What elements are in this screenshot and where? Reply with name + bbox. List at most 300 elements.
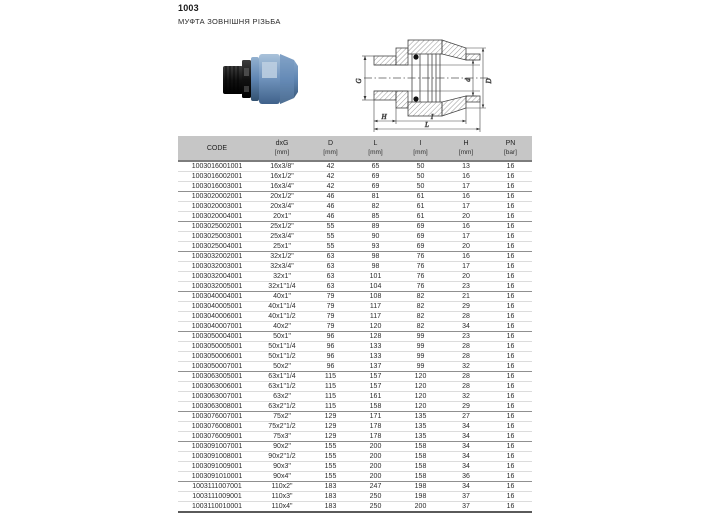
technical-diagram-graphic [352,28,498,136]
cell-value: 34 [443,452,489,462]
cell-code: 1003020003001 [178,202,256,212]
product-name: МУФТА ЗОВНІШНЯ РІЗЬБА [178,17,281,26]
cell-value: 32 [443,362,489,372]
table-row [178,422,532,432]
cell-value: 158 [398,452,443,462]
cell-value: 13 [462,163,470,170]
cell-value: 200 [353,452,398,462]
cell-value: 17 [443,232,489,242]
cell-value: 25x3/4" [256,232,308,242]
cell-value: 37 [443,492,489,502]
cell-value: 98 [353,262,398,272]
cell-value: 96 [308,332,353,342]
table-row [178,272,532,282]
dim-label-L: L [425,121,429,129]
cell-value: 16 [489,462,532,472]
cell-value: 25x1/2" [256,222,308,232]
cell-value: 32x1" [256,272,308,282]
table-row [178,452,532,462]
cell-value: 120 [398,382,443,392]
table-row [178,282,532,292]
cell-code: 1003040006001 [178,312,256,322]
cell-value: 69 [353,182,398,192]
cell-value: 16 [489,292,532,302]
cell-value: 99 [398,342,443,352]
header-cell-i: I [mm] [398,136,443,161]
cell-value: 20x1/2" [256,192,308,202]
cell-value: 82 [398,302,443,312]
cell-value: 16 [489,382,532,392]
table-row [178,492,532,502]
cell-value: 79 [308,292,353,302]
cell-value: 82 [398,312,443,322]
cell-value: 250 [353,502,398,513]
cell-value: 42 [308,182,353,192]
cell-value: 120 [398,372,443,382]
cell-value: 55 [308,232,353,242]
cell-value: 61 [398,212,443,222]
cell-code: 1003032003001 [178,262,256,272]
cell-value: 135 [398,412,443,422]
cell-value: 69 [398,232,443,242]
table-row [178,442,532,452]
table-row [178,262,532,272]
cell-value: 42 [326,163,335,170]
cell-code: 1003025003001 [178,232,256,242]
table-row [178,212,532,222]
header-cell-h: H [mm] [443,136,489,161]
cell-value: 29 [443,302,489,312]
cell-value: 82 [398,292,443,302]
table-row [178,352,532,362]
cell-value: 115 [308,372,353,382]
cell-value: 16 [489,252,532,262]
cell-value: 200 [353,472,398,482]
cell-value: 32x1/2" [256,252,308,262]
cell-value: 85 [353,212,398,222]
table-row [178,292,532,302]
cell-value: 128 [353,332,398,342]
cell-code: 1003016003001 [178,182,256,192]
cell-value: 16 [489,212,532,222]
table-row [178,172,532,182]
cell-value: 63 [308,252,353,262]
table-row [178,502,532,513]
cell-code: 1003063008001 [178,402,256,412]
cell-value: 27 [443,412,489,422]
cell-value: 63 [308,262,353,272]
cell-value: 90x3" [256,462,308,472]
cell-value: 16 [489,312,532,322]
table-row [178,222,532,232]
cell-value: 120 [398,392,443,402]
cell-value: 96 [308,342,353,352]
cell-value: 55 [308,242,353,252]
cell-code: 1003050004001 [178,332,256,342]
header-cell-code: CODE [178,136,256,161]
cell-value: 34 [443,482,489,492]
cell-value: 82 [353,202,398,212]
cell-value: 69 [398,222,443,232]
cell-code: 1003050007001 [178,362,256,372]
cell-value: 42 [308,172,353,182]
cell-value: 17 [443,182,489,192]
cell-value: 16 [489,502,532,513]
cell-value: 17 [443,202,489,212]
cell-code: 1003050006001 [178,352,256,362]
cell-value: 34 [443,442,489,452]
cell-value: 76 [398,272,443,282]
cell-value: 55 [308,222,353,232]
table-row [178,252,532,262]
cell-value: 20 [443,242,489,252]
product-photo-graphic [220,42,304,114]
cell-value: 16 [443,252,489,262]
cell-value: 20x1" [256,212,308,222]
cell-code: 1003111007001 [178,482,256,492]
cell-value: 137 [353,362,398,372]
header-cell-dxg: dxG [mm] [256,136,308,161]
cell-value: 250 [353,492,398,502]
header-cell-l: L [mm] [353,136,398,161]
cell-value: 158 [398,442,443,452]
cell-value: 16 [489,222,532,232]
table-body [178,161,532,512]
cell-value: 21 [443,292,489,302]
cell-value: 115 [308,382,353,392]
cell-code: 1003025004001 [178,242,256,252]
technical-diagram [352,28,498,136]
cell-value: 90x4" [256,472,308,482]
cell-value: 183 [308,492,353,502]
cell-value: 16 [443,192,489,202]
cell-value: 16 [489,272,532,282]
cell-value: 20x3/4" [256,202,308,212]
cell-value: 50 [416,163,425,170]
cell-value: 108 [353,292,398,302]
table-row [178,382,532,392]
cell-value: 16 [489,432,532,442]
cell-value: 16 [489,242,532,252]
cell-value: 75x2"1/2 [256,422,308,432]
cell-value: 98 [353,252,398,262]
table-row [178,161,532,172]
table-row [178,302,532,312]
cell-value: 115 [308,392,353,402]
cell-value: 157 [353,372,398,382]
cell-value: 23 [443,332,489,342]
cell-value: 161 [353,392,398,402]
cell-value: 32x1"1/4 [256,282,308,292]
cell-value: 117 [353,312,398,322]
cell-value: 16 [489,442,532,452]
cell-value: 63 [308,282,353,292]
cell-value: 32x3/4" [256,262,308,272]
cell-value: 16 [489,172,532,182]
cell-code: 1003016002001 [178,172,256,182]
cell-value: 90x2" [256,442,308,452]
cell-value: 34 [443,432,489,442]
cell-code: 1003091007001 [178,442,256,452]
cell-value: 28 [443,342,489,352]
cell-value: 16 [489,472,532,482]
cell-value: 129 [308,422,353,432]
cell-value: 16x3/8" [270,163,294,170]
cell-value: 99 [398,362,443,372]
cell-value: 135 [398,422,443,432]
cell-value: 16 [489,182,532,192]
body [259,54,280,104]
dim-label-I: I [430,113,434,121]
cell-value: 40x2" [256,322,308,332]
body-ring [251,57,259,101]
table-header-row [178,136,532,161]
cell-value: 28 [443,372,489,382]
cell-value: 61 [398,202,443,212]
cell-value: 90x2"1/2 [256,452,308,462]
cell-code: 1003020002001 [178,192,256,202]
cell-value: 16 [489,202,532,212]
cell-value: 76 [398,252,443,262]
cell-code: 1003076008001 [178,422,256,432]
cell-value: 16 [489,302,532,312]
cell-value: 133 [353,342,398,352]
cell-value: 16x3/4" [256,182,308,192]
cell-value: 129 [308,412,353,422]
cell-value: 115 [308,402,353,412]
cell-value: 16 [506,163,515,170]
cell-value: 28 [443,352,489,362]
cell-value: 93 [353,242,398,252]
cell-value: 16 [489,362,532,372]
cell-value: 155 [308,472,353,482]
cell-value: 34 [443,322,489,332]
cell-value: 200 [353,462,398,472]
cell-value: 110x3" [256,492,308,502]
cell-value: 101 [353,272,398,282]
cell-value: 158 [398,472,443,482]
cell-value: 135 [398,432,443,442]
cell-value: 157 [353,382,398,392]
cell-value: 28 [443,382,489,392]
table-row [178,332,532,342]
page-title: 1003 [178,3,199,13]
cell-value: 50x2" [256,362,308,372]
table-row [178,472,532,482]
cell-value: 16 [443,172,489,182]
table-row [178,482,532,492]
cell-value: 28 [443,312,489,322]
dim-label-G: G [355,78,363,84]
cell-value: 16 [489,492,532,502]
cell-value: 17 [443,262,489,272]
cell-value: 20 [443,272,489,282]
cell-value: 63 [308,272,353,282]
cell-value: 63x2" [256,392,308,402]
cell-value: 16 [489,262,532,272]
header-cell-pn: PN [bar] [489,136,532,161]
cell-code: 1003091009001 [178,462,256,472]
cell-value: 247 [353,482,398,492]
cell-value: 16 [489,352,532,362]
cell-code: 1003032004001 [178,272,256,282]
cell-code: 1003032002001 [178,252,256,262]
cell-value: 99 [398,332,443,342]
cell-value: 65 [371,163,380,170]
cell-value: 37 [443,502,489,513]
dim-label-H: H [381,113,387,121]
cell-code: 1003050005001 [178,342,256,352]
cell-value: 16 [489,232,532,242]
cell-value: 16 [489,482,532,492]
cell-code: 1003032005001 [178,282,256,292]
cell-value: 50x1"1/2 [256,352,308,362]
cell-code: 1003091010001 [178,472,256,482]
cell-value: 104 [353,282,398,292]
table-row [178,192,532,202]
cell-value: 40x1"1/4 [256,302,308,312]
cell-value: 79 [308,302,353,312]
cell-code: 1003063007001 [178,392,256,402]
product-photo [220,42,304,114]
table-row [178,372,532,382]
cell-value: 117 [353,302,398,312]
table-row [178,202,532,212]
cell-value: 96 [308,362,353,372]
cell-value: 79 [308,312,353,322]
cell-value: 16 [489,452,532,462]
cell-value: 69 [398,242,443,252]
cell-code: 1003040005001 [178,302,256,312]
cell-value: 16 [443,222,489,232]
cell-value: 110x4" [256,502,308,513]
cell-code: 1003110010001 [178,502,256,513]
cell-value: 120 [353,322,398,332]
cell-value: 200 [398,502,443,513]
cell-value: 120 [398,402,443,412]
cell-value: 34 [443,422,489,432]
table-row [178,322,532,332]
cell-value: 69 [353,172,398,182]
cell-value: 171 [353,412,398,422]
cell-code: 1003063005001 [178,372,256,382]
cell-code: 1003063006001 [178,382,256,392]
cell-value: 50x1"1/4 [256,342,308,352]
cell-value: 16 [489,332,532,342]
cell-value: 16 [489,192,532,202]
cell-value: 133 [353,352,398,362]
collar [242,60,251,98]
cell-value: 16 [489,282,532,292]
cell-value: 46 [308,192,353,202]
table-row [178,392,532,402]
cell-value: 158 [353,402,398,412]
cell-value: 50x1" [256,332,308,342]
cell-value: 46 [308,212,353,222]
cell-value: 46 [308,202,353,212]
cell-value: 32 [443,392,489,402]
cell-value: 198 [398,482,443,492]
table-row [178,342,532,352]
cell-value: 82 [398,322,443,332]
cell-value: 63x1"1/2 [256,382,308,392]
cell-code: 1003020004001 [178,212,256,222]
cell-value: 178 [353,432,398,442]
cell-value: 76 [398,282,443,292]
cell-code: 1003040004001 [178,292,256,302]
cell-value: 183 [308,502,353,513]
cell-code: 1003111009001 [178,492,256,502]
cell-value: 50 [398,182,443,192]
cell-value: 16 [489,422,532,432]
cell-value: 76 [398,262,443,272]
cell-value: 96 [308,352,353,362]
cell-value: 79 [308,322,353,332]
cell-value: 16 [489,402,532,412]
table-row [178,182,532,192]
cell-value: 23 [443,282,489,292]
cell-value: 25x1" [256,242,308,252]
table-row [178,242,532,252]
table-row [178,432,532,442]
cell-value: 75x2" [256,412,308,422]
cell-code: 1003076007001 [178,412,256,422]
cell-value: 155 [308,442,353,452]
cell-value: 16 [489,342,532,352]
cell-value: 178 [353,422,398,432]
cell-value: 75x3" [256,432,308,442]
table-row [178,362,532,372]
cell-value: 158 [398,462,443,472]
cell-value: 36 [443,472,489,482]
table-row [178,312,532,322]
cell-value: 16 [489,372,532,382]
cell-value: 198 [398,492,443,502]
cell-value: 34 [443,462,489,472]
table-row [178,462,532,472]
header-cell-d: D [mm] [308,136,353,161]
cell-value: 90 [353,232,398,242]
spec-table [178,136,532,513]
cell-code: 1003076009001 [178,432,256,442]
cell-value: 20 [443,212,489,222]
cell-value: 40x1" [256,292,308,302]
cell-value: 81 [353,192,398,202]
cell-value: 50 [398,172,443,182]
cell-value: 183 [308,482,353,492]
table-row [178,412,532,422]
cell-value: 89 [353,222,398,232]
cell-code: 1003091008001 [178,452,256,462]
cell-value: 29 [443,402,489,412]
cell-value: 200 [353,442,398,452]
cell-value: 40x1"1/2 [256,312,308,322]
cell-code: 1003040007001 [178,322,256,332]
table-row [178,232,532,242]
cell-value: 155 [308,452,353,462]
dim-label-d: d [464,78,472,82]
cell-value: 155 [308,462,353,472]
cell-value: 63x1"1/4 [256,372,308,382]
cell-value: 129 [308,432,353,442]
cell-value: 16 [489,392,532,402]
cell-code: 1003025002001 [178,222,256,232]
cell-value: 16x1/2" [256,172,308,182]
cell-value: 61 [398,192,443,202]
table-row [178,402,532,412]
cell-value: 16 [489,412,532,422]
cell-value: 63x2"1/2 [256,402,308,412]
